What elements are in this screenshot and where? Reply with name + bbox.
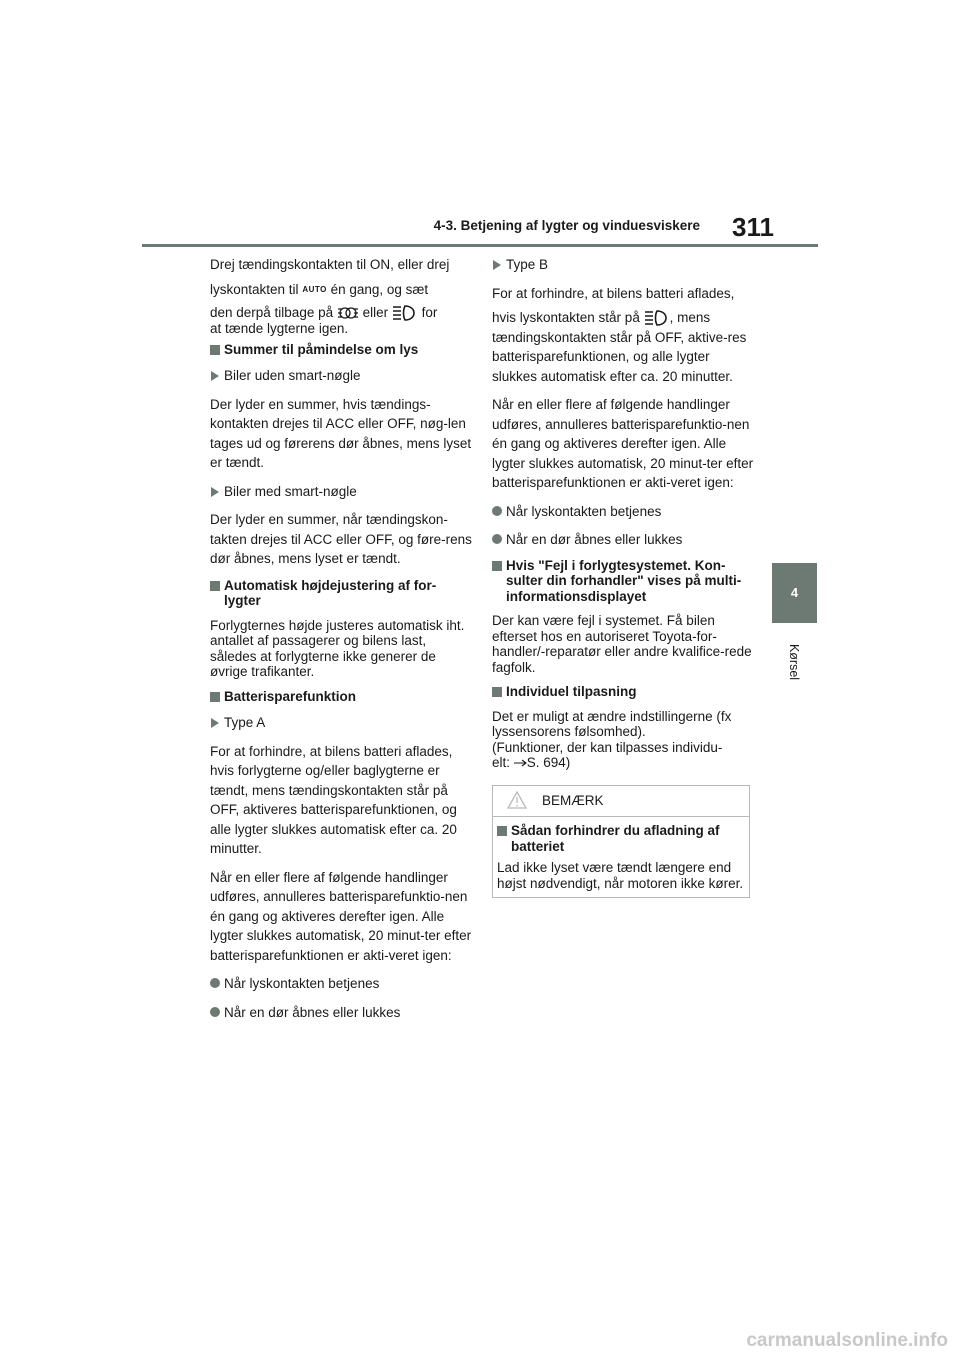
type-a-text: For at forhindre, at bilens batteri aflades, hvis forlygterne og/eller baglygterne er tændt, mens tændingskontakten står på OFF, aktiveres batterisparefunktionen, og alle lygter slukkes automatisk efter ca. 20 minutter.: [210, 743, 457, 857]
custom-text: Det er muligt at ændre indstillingerne (fx lyssensorens følsomhed).: [492, 708, 732, 739]
headlight-icon: [392, 305, 418, 321]
notice-body: [493, 817, 749, 897]
custom-heading: Individuel tilpasning: [492, 684, 754, 700]
reference-arrow-icon: [514, 759, 527, 767]
notice-box: [492, 785, 750, 898]
notice-title: BEMÆRK: [542, 793, 604, 808]
left-column: [210, 255, 472, 1031]
notice-heading: Sådan forhindrer du afladning af batteriet: [497, 823, 745, 854]
notice-header: [493, 786, 749, 817]
bullet-item: Når lyskontakten betjenes: [210, 974, 472, 994]
type-b-text: For at forhindre, at bilens batteri aflades, hvis lyskontakten står på , mens tændingskontakten står på OFF, aktive-res batterisparefunktionen, og alle lygter slukkes automatisk efter ca. 20 minutter.: [492, 285, 747, 384]
custom-reference: (Funktioner, der kan tilpasses individu- elt: S. 694): [492, 739, 723, 770]
key-label: Biler med smart-nøgle: [210, 482, 472, 502]
bullet-item: Når en dør åbnes eller lukkes: [492, 530, 754, 550]
error-heading: Hvis "Fejl i forlygtesystemet. Kon-sulter din forhandler" vises på multi-informationsdisplayet: [492, 558, 754, 605]
type-b-label: Type B: [492, 255, 754, 275]
chapter-tab: 4: [772, 563, 817, 623]
headlight-icon: [644, 310, 670, 326]
intro-text: Drej tændingskontakten til ON, eller drej lyskontakten til AUTO én gang, og sæt den derpå tilbage på eller for at tænde lygterne igen.: [210, 257, 450, 337]
battery-heading: Batterisparefunktion: [210, 689, 472, 705]
summer-heading: Summer til påmindelse om lys: [210, 342, 472, 358]
auto-icon: AUTO: [302, 285, 327, 295]
type-a-label: Type A: [210, 713, 472, 733]
notice-text: Lad ikke lyset være tændt længere end højst nødvendigt, når motoren ikke kører.: [497, 860, 744, 891]
page-number: 311: [732, 212, 774, 242]
level-text: Forlygternes højde justeres automatisk iht. antallet af passagerer og bilens last, således at forlygterne ikke generer de øvrige trafikanter.: [210, 617, 465, 680]
warning-triangle-icon: [507, 791, 527, 809]
error-text: Der kan være fejl i systemet. Få bilen efterset hos en autoriseret Toyota-for-handler/-reparatør eller andre kvalifice-rede fagfolk.: [492, 613, 752, 675]
section-title: 4-3. Betjening af lygter og vinduesviskere: [433, 218, 700, 233]
level-heading: Automatisk højdejustering af for-lygter: [210, 578, 472, 609]
no-key-label: Biler uden smart-nøgle: [210, 366, 472, 386]
bullet-item: Når lyskontakten betjenes: [492, 502, 754, 522]
cancel-text: Når en eller flere af følgende handlinger udføres, annulleres batterisparefunktio-nen én gang og aktiveres derefter igen. Alle lygter slukkes automatisk, 20 minut-ter efter batterisparefunktionen er akti-veret igen:: [492, 397, 754, 490]
right-column: [492, 255, 754, 780]
cancel-text: Når en eller flere af følgende handlinger udføres, annulleres batterisparefunktio-nen én gang og aktiveres derefter igen. Alle lygter slukkes automatisk, 20 minut-ter efter batterisparefunktionen er akti-veret igen:: [210, 869, 472, 963]
key-text: Der lyder en summer, når tændingskon-takten drejes til ACC eller OFF, og føre-rens dør åbnes, mens lyset er tændt.: [210, 512, 472, 567]
watermark: carmanualsonline.info: [746, 1330, 948, 1351]
no-key-text: Der lyder en summer, hvis tændings-kontakten drejes til ACC eller OFF, nøg-len tages ud og førerens dør åbnes, mens lyset er tændt.: [210, 396, 472, 471]
chapter-label: Kørsel: [787, 643, 801, 681]
header-rule: [142, 244, 818, 247]
bullet-item: Når en dør åbnes eller lukkes: [210, 1003, 472, 1023]
tail-light-icon: [337, 306, 359, 320]
